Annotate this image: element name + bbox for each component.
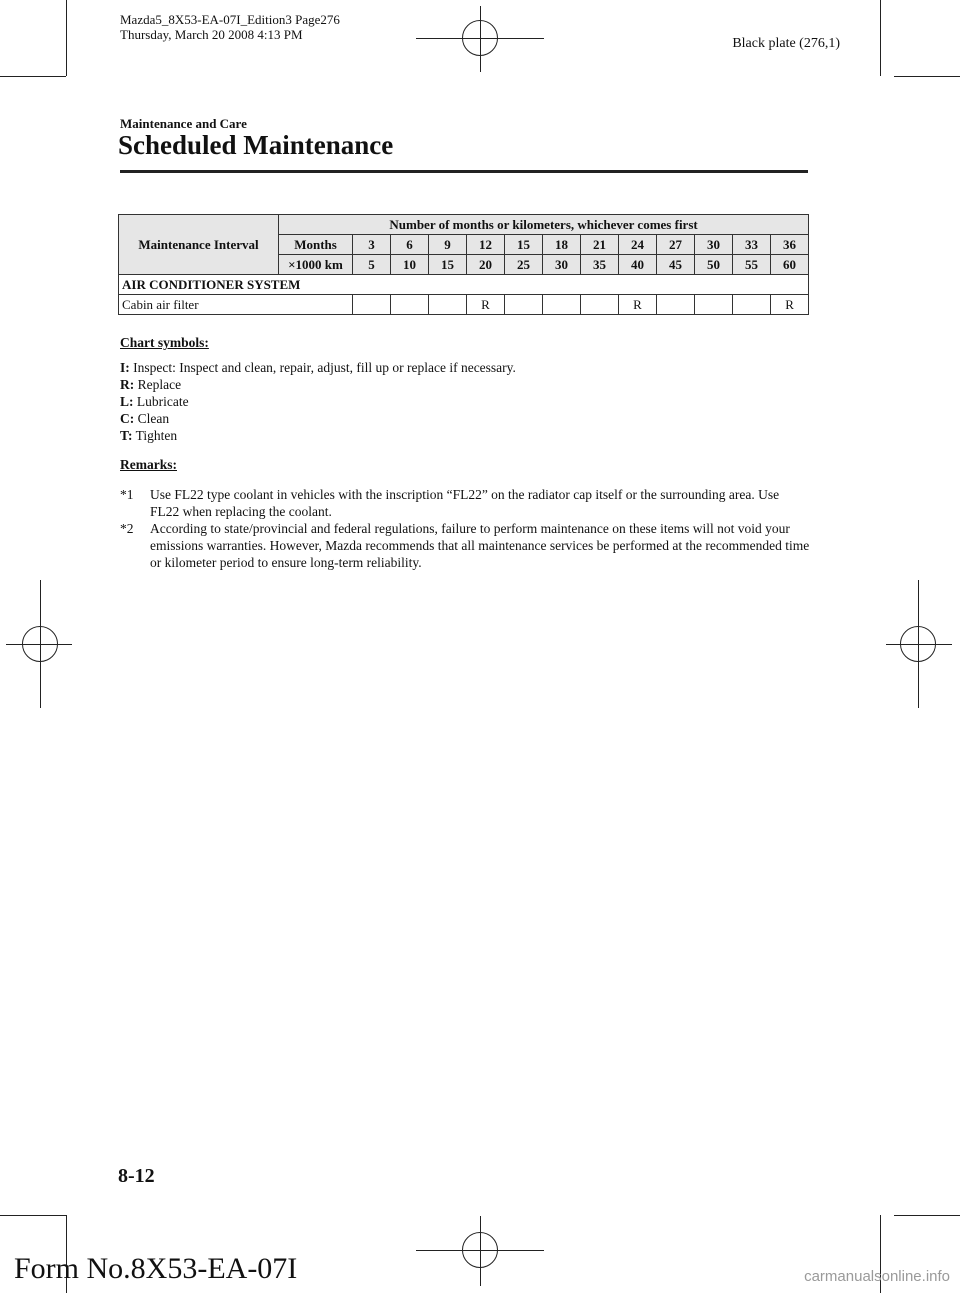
chart-symbols-list (120, 359, 810, 444)
months-cell: 15 (505, 235, 543, 255)
symbol-key: I: (120, 360, 130, 375)
months-cell: 18 (543, 235, 581, 255)
system-row (119, 275, 809, 295)
remark-number: *1 (120, 487, 134, 502)
form-number: Form No.8X53-EA-07I (14, 1252, 298, 1285)
km-cell: 25 (505, 255, 543, 275)
km-cell: 40 (619, 255, 657, 275)
list-item (120, 520, 810, 571)
chart-symbols-heading: Chart symbols: (120, 335, 209, 350)
symbol-text: Inspect: Inspect and clean, repair, adjust, fill up or replace if necessary. (133, 360, 516, 375)
km-cell: 5 (353, 255, 391, 275)
symbol-text: Tighten (135, 428, 178, 443)
watermark: carmanualsonline.info (804, 1268, 950, 1285)
km-cell: 55 (733, 255, 771, 275)
months-cell: 24 (619, 235, 657, 255)
maintenance-table (118, 214, 809, 315)
print-line-2: Thursday, March 20 2008 4:13 PM (120, 27, 303, 42)
symbol-text: Clean (137, 411, 170, 426)
symbol-key: C: (120, 411, 135, 426)
row-cell (429, 295, 467, 315)
symbol-text: Replace (137, 377, 182, 392)
symbol-key: L: (120, 394, 134, 409)
row-cell: R (771, 295, 809, 315)
km-cell: 15 (429, 255, 467, 275)
span-label: Number of months or kilometers, whichever comes first (279, 215, 809, 235)
page-title: Scheduled Maintenance (118, 130, 394, 160)
months-cell: 9 (429, 235, 467, 255)
months-cell: 30 (695, 235, 733, 255)
symbol-key: R: (120, 377, 135, 392)
months-cell: 6 (391, 235, 429, 255)
list-item (120, 376, 810, 393)
interval-label: Maintenance Interval (119, 215, 279, 275)
months-cell: 12 (467, 235, 505, 255)
row-cell: R (619, 295, 657, 315)
page-number: 8-12 (118, 1165, 155, 1187)
row-cell (733, 295, 771, 315)
chart-symbols (120, 334, 810, 444)
title-rule (120, 170, 808, 173)
km-cell: 35 (581, 255, 619, 275)
months-cell: 21 (581, 235, 619, 255)
remarks-list (120, 486, 810, 571)
symbol-key: T: (120, 428, 133, 443)
section-label: Maintenance and Care (120, 116, 247, 131)
row-cell (543, 295, 581, 315)
row-cell (391, 295, 429, 315)
km-cell: 20 (467, 255, 505, 275)
list-item (120, 486, 810, 520)
remarks (120, 456, 810, 571)
months-label: Months (279, 235, 353, 255)
table-row (119, 295, 809, 315)
row-cell: R (467, 295, 505, 315)
system-name: AIR CONDITIONER SYSTEM (119, 275, 809, 295)
remark-text: Use FL22 type coolant in vehicles with the inscription “FL22” on the radiator cap itself or the surrounding area. Use FL22 when replacing the coolant. (150, 487, 780, 519)
remarks-heading: Remarks: (120, 457, 177, 472)
months-cell: 36 (771, 235, 809, 255)
km-cell: 10 (391, 255, 429, 275)
list-item (120, 410, 810, 427)
plate-label: Black plate (276,1) (732, 36, 840, 51)
table-header-row (119, 215, 809, 235)
months-cell: 3 (353, 235, 391, 255)
row-cell (353, 295, 391, 315)
print-info (120, 12, 340, 42)
months-cell: 27 (657, 235, 695, 255)
row-cell (695, 295, 733, 315)
km-cell: 50 (695, 255, 733, 275)
km-label: ×1000 km (279, 255, 353, 275)
symbol-text: Lubricate (136, 394, 189, 409)
km-cell: 45 (657, 255, 695, 275)
remark-text: According to state/provincial and federal regulations, failure to perform maintenance on these items will not void your emissions warranties. However, Mazda recommends that all maintenance services be performed at the recommended time or kilometer period to ensure long-term reliability. (150, 521, 810, 570)
row-cell (657, 295, 695, 315)
list-item (120, 427, 810, 444)
row-cell (581, 295, 619, 315)
row-label: Cabin air filter (119, 295, 353, 315)
list-item (120, 393, 810, 410)
row-cell (505, 295, 543, 315)
km-cell: 60 (771, 255, 809, 275)
list-item (120, 359, 810, 376)
remark-number: *2 (120, 521, 134, 536)
km-cell: 30 (543, 255, 581, 275)
months-cell: 33 (733, 235, 771, 255)
print-line-1: Mazda5_8X53-EA-07I_Edition3 Page276 (120, 12, 340, 27)
